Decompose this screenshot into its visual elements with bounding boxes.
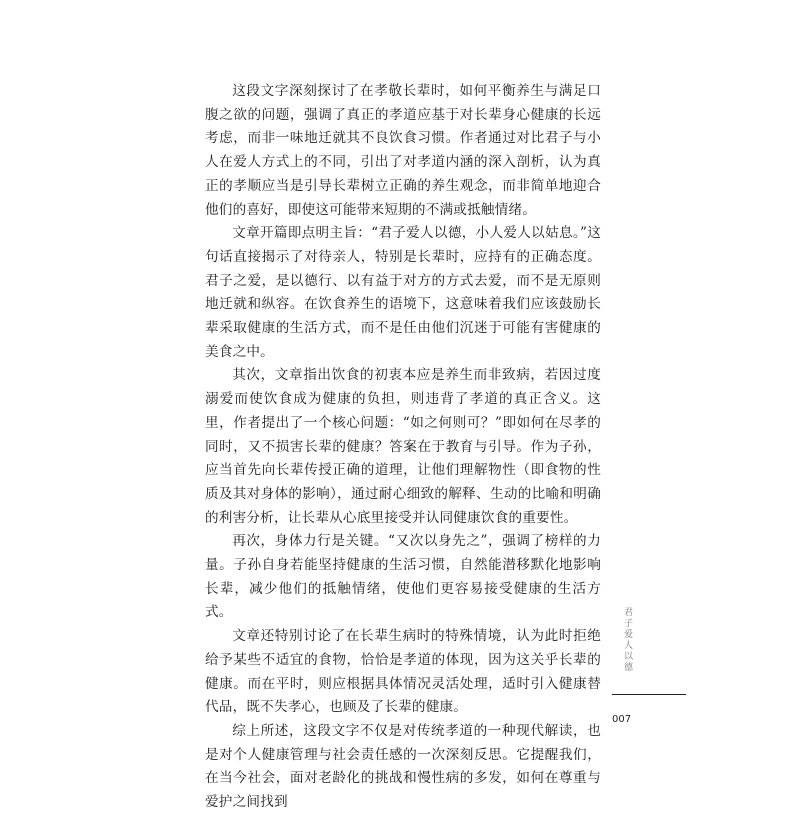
paragraph: 其次，文章指出饮食的初衷本应是养生而非致病，若因过度溺爱而使饮食成为健康的负担，则违背了孝道的真正含义。这里，作者提出了一个核心问题：“如之何则可？”即如何在尽孝的同时，又不损害长辈的健康？答案在于教育与引导。作为子孙，应当首先向长辈传授正确的道理，让他们理解物性（即食物的性质及其对身体的影响），通过耐心细致的解释、生动的比喻和明确的利害分析，让长辈从心底里接受并认同健康饮食的重要性。 <box>205 367 601 526</box>
paragraph: 再次，身体力行是关键。“又次以身先之”，强调了榜样的力量。子孙自身若能坚持健康的生活习惯，自然能潜移默化地影响长辈，减少他们的抵触情绪，使他们更容易接受健康的生活方式。 <box>205 533 601 621</box>
paragraph: 文章开篇即点明主旨：“君子爱人以德，小人爱人以姑息。”这句话直接揭示了对待亲人，特别是长辈时，应持有的正确态度。君子之爱，是以德行、以有益于对方的方式去爱，而不是无原则地迁就和纵容。在饮食养生的语境下，这意味着我们应该鼓励长辈采取健康的生活方式，而不是任由他们沉迷于可能有害健康的美食之中。 <box>205 225 601 360</box>
footer-rule <box>612 694 686 695</box>
paragraph: 这段文字深刻探讨了在孝敬长辈时，如何平衡养生与满足口腹之欲的问题，强调了真正的孝道应基于对长辈身心健康的长远考虑，而非一味地迁就其不良饮食习惯。作者通过对比君子与小人在爱人方式上的不同，引出了对孝道内涵的深入剖析，认为真正的孝顺应当是引导长辈树立正确的养生观念，而非简单地迎合他们的喜好，即使这可能带来短期的不满或抵触情绪。 <box>205 83 601 218</box>
paragraph: 文章还特别讨论了在长辈生病时的特殊情境，认为此时拒绝给予某些不适宜的食物，恰恰是孝道的体现，因为这关乎长辈的健康。而在平时，则应根据具体情况灵活处理，适时引入健康替代品，既不失孝心，也顾及了长辈的健康。 <box>205 628 601 716</box>
running-chapter-title: 君子爱人以德 <box>622 607 632 673</box>
page-number: 007 <box>612 714 632 725</box>
paragraph: 综上所述，这段文字不仅是对传统孝道的一种现代解读，也是对个人健康管理与社会责任感的一次深刻反思。它提醒我们，在当今社会，面对老龄化的挑战和慢性病的多发，如何在尊重与爱护之间找到 <box>205 722 601 811</box>
body-text <box>205 80 601 815</box>
